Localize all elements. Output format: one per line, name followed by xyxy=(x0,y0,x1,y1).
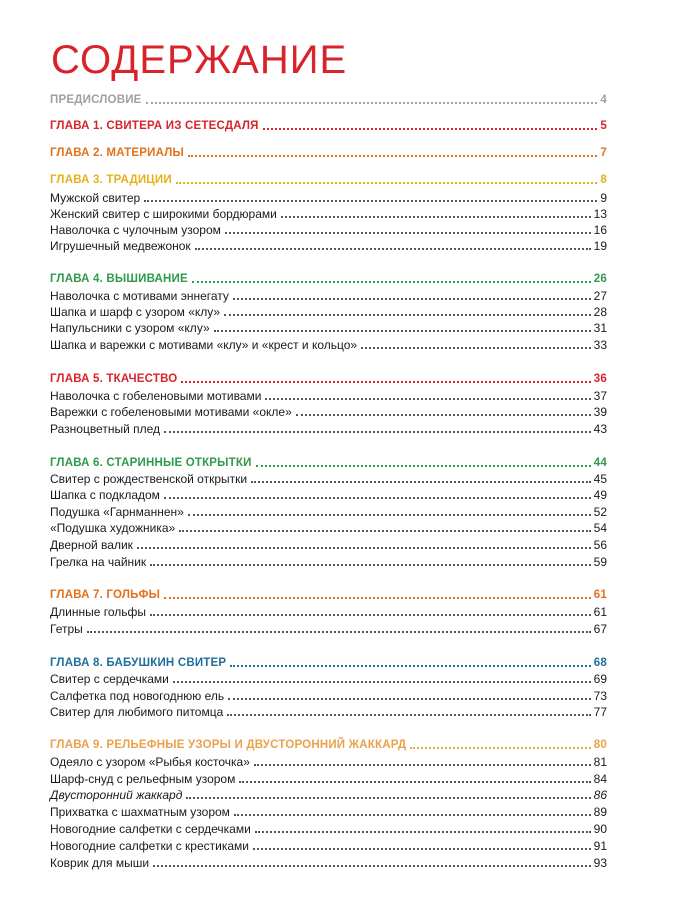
item-title: Наволочка с гобеленовыми мотивами xyxy=(50,389,262,403)
dot-leader xyxy=(281,216,591,218)
toc-item-row xyxy=(50,787,607,803)
toc-item-row xyxy=(50,671,607,687)
page-number: 5 xyxy=(600,120,607,132)
dot-leader xyxy=(87,631,591,633)
page-number: 54 xyxy=(593,521,607,535)
item-title: Мужской свитер xyxy=(50,191,141,205)
toc-item-row xyxy=(50,190,607,206)
toc-item-row xyxy=(50,471,607,487)
page-number: 61 xyxy=(593,605,607,619)
dot-leader xyxy=(150,614,591,616)
item-title: Свитер для любимого питомца xyxy=(50,705,224,719)
page-number: 26 xyxy=(593,273,607,285)
toc-item-row xyxy=(50,821,607,837)
page-number: 77 xyxy=(593,705,607,719)
dot-leader xyxy=(173,681,591,683)
page-number: 4 xyxy=(600,94,607,106)
item-title: Дверной валик xyxy=(50,538,133,552)
page-number: 13 xyxy=(593,207,607,221)
toc-item-row xyxy=(50,304,607,320)
toc-item-row xyxy=(50,554,607,570)
toc-item-row xyxy=(50,771,607,787)
item-title: Шарф-снуд с рельефным узором xyxy=(50,772,236,786)
dot-leader xyxy=(164,597,591,599)
toc-item-row xyxy=(50,855,607,871)
item-title: Коврик для мыши xyxy=(50,856,150,870)
toc-item-row xyxy=(50,704,607,720)
chapter-title: ГЛАВА 5. ТКАЧЕСТВО xyxy=(50,373,178,385)
dot-leader xyxy=(150,564,591,566)
page-number: 86 xyxy=(593,788,607,802)
dot-leader xyxy=(253,848,591,850)
item-title: Игрушечный медвежонок xyxy=(50,239,191,253)
dot-leader xyxy=(164,431,591,433)
dot-leader xyxy=(224,314,591,316)
dot-leader xyxy=(186,797,590,799)
page-number: 73 xyxy=(593,689,607,703)
chapter-title: ГЛАВА 1. СВИТЕРА ИЗ СЕТЕСДАЛЯ xyxy=(50,120,259,132)
dot-leader xyxy=(179,530,590,532)
item-title: Шапка с подкладом xyxy=(50,488,160,502)
dot-leader xyxy=(192,281,591,283)
dot-leader xyxy=(137,547,591,549)
toc-chapter-row xyxy=(50,655,607,671)
dot-leader xyxy=(188,155,597,157)
item-title: Шапка и шарф с узором «клу» xyxy=(50,305,221,319)
toc-item-row xyxy=(50,320,607,336)
toc-chapter-row xyxy=(50,455,607,471)
toc-item-row xyxy=(50,337,607,353)
item-title: Свитер с рождественской открытки xyxy=(50,472,248,486)
page-number: 9 xyxy=(600,191,607,205)
page-number: 33 xyxy=(593,338,607,352)
dot-leader xyxy=(263,128,598,130)
dot-leader xyxy=(227,714,590,716)
toc-chapter-row xyxy=(50,172,607,188)
page-number: 44 xyxy=(593,457,607,469)
dot-leader xyxy=(233,298,591,300)
item-title: Прихватка с шахматным узором xyxy=(50,805,230,819)
chapter-title: ГЛАВА 2. МАТЕРИАЛЫ xyxy=(50,147,184,159)
toc-item-row xyxy=(50,404,607,420)
page-number: 90 xyxy=(593,822,607,836)
dot-leader xyxy=(230,665,591,667)
toc-item-row xyxy=(50,288,607,304)
chapter-title: ГЛАВА 9. РЕЛЬЕФНЫЕ УЗОРЫ И ДВУСТОРОННИЙ ЖАККАРД xyxy=(50,739,407,751)
toc-chapter-row xyxy=(50,737,607,753)
dot-leader xyxy=(410,747,591,749)
dot-leader xyxy=(188,514,591,516)
toc-item-row xyxy=(50,206,607,222)
page-number: 8 xyxy=(600,174,607,186)
page-number: 45 xyxy=(593,472,607,486)
page-number: 7 xyxy=(600,147,607,159)
chapter-title: ГЛАВА 7. ГОЛЬФЫ xyxy=(50,589,161,601)
item-title: Двусторонний жаккард xyxy=(50,788,183,802)
item-title: Свитер с сердечками xyxy=(50,672,169,686)
dot-leader xyxy=(176,182,598,184)
toc-chapter-row xyxy=(50,145,607,161)
toc-chapter-row xyxy=(50,371,607,387)
page-number: 27 xyxy=(593,289,607,303)
item-title: Женский свитер с широкими бордюрами xyxy=(50,207,277,221)
dot-leader xyxy=(225,232,591,234)
item-title: «Подушка художника» xyxy=(50,521,176,535)
page-number: 93 xyxy=(593,856,607,870)
dot-leader xyxy=(296,414,591,416)
item-title: Варежки с гобеленовыми мотивами «окле» xyxy=(50,405,292,419)
page-number: 59 xyxy=(593,555,607,569)
page-number: 80 xyxy=(593,739,607,751)
page-number: 84 xyxy=(593,772,607,786)
toc-item-row xyxy=(50,421,607,437)
page-number: 91 xyxy=(593,839,607,853)
toc-item-row xyxy=(50,604,607,620)
item-title: Разноцветный плед xyxy=(50,422,161,436)
item-title: Грелка на чайник xyxy=(50,555,147,569)
toc-item-row xyxy=(50,238,607,254)
item-title: Наволочка с мотивами эннегату xyxy=(50,289,229,303)
dot-leader xyxy=(361,347,591,349)
item-title: Гетры xyxy=(50,622,83,636)
page-number: 37 xyxy=(593,389,607,403)
item-title: Новогодние салфетки с крестиками xyxy=(50,839,249,853)
dot-leader xyxy=(153,865,591,867)
dot-leader xyxy=(254,764,591,766)
page-number: 36 xyxy=(593,373,607,385)
toc-item-row xyxy=(50,804,607,820)
toc-item-row xyxy=(50,537,607,553)
dot-leader xyxy=(265,398,590,400)
toc-item-row xyxy=(50,688,607,704)
item-title: Одеяло с узором «Рыбья косточка» xyxy=(50,755,250,769)
item-title: Наволочка с чулочным узором xyxy=(50,223,221,237)
item-title: Салфетка под новогоднюю ель xyxy=(50,689,225,703)
dot-leader xyxy=(164,497,591,499)
dot-leader xyxy=(251,481,591,483)
dot-leader xyxy=(214,330,591,332)
toc-item-row xyxy=(50,754,607,770)
page-number: 43 xyxy=(593,422,607,436)
dot-leader xyxy=(146,102,598,104)
toc-item-row xyxy=(50,388,607,404)
dot-leader xyxy=(239,781,590,783)
page-number: 49 xyxy=(593,488,607,502)
toc-item-row xyxy=(50,222,607,238)
item-title: Подушка «Гарнманнен» xyxy=(50,505,184,519)
page-number: 89 xyxy=(593,805,607,819)
chapter-title: ГЛАВА 3. ТРАДИЦИИ xyxy=(50,174,172,186)
page-number: 28 xyxy=(593,305,607,319)
toc-chapter-row xyxy=(50,118,607,134)
chapter-title: ГЛАВА 6. СТАРИННЫЕ ОТКРЫТКИ xyxy=(50,457,252,469)
page-number: 52 xyxy=(593,505,607,519)
page-number: 61 xyxy=(593,589,607,601)
dot-leader xyxy=(195,248,591,250)
page-number: 39 xyxy=(593,405,607,419)
chapter-title: ГЛАВА 8. БАБУШКИН СВИТЕР xyxy=(50,657,227,669)
item-title: Напульсники с узором «клу» xyxy=(50,321,210,335)
toc-item-row xyxy=(50,838,607,854)
page-title: СОДЕРЖАНИЕ xyxy=(51,38,348,82)
item-title: Длинные гольфы xyxy=(50,605,146,619)
page-number: 16 xyxy=(593,223,607,237)
page-number: 31 xyxy=(593,321,607,335)
page-number: 67 xyxy=(593,622,607,636)
dot-leader xyxy=(256,465,591,467)
item-title: Шапка и варежки с мотивами «клу» и «крест и кольцо» xyxy=(50,338,358,352)
dot-leader xyxy=(144,200,597,202)
dot-leader xyxy=(255,831,591,833)
page-number: 68 xyxy=(593,657,607,669)
toc-chapter-row xyxy=(50,92,607,108)
toc-item-row xyxy=(50,520,607,536)
page-number: 19 xyxy=(593,239,607,253)
item-title: Новогодние салфетки с сердечками xyxy=(50,822,251,836)
dot-leader xyxy=(228,698,591,700)
chapter-title: ПРЕДИСЛОВИЕ xyxy=(50,94,142,106)
toc-item-row xyxy=(50,487,607,503)
dot-leader xyxy=(234,814,591,816)
toc-item-row xyxy=(50,621,607,637)
page-number: 81 xyxy=(593,755,607,769)
page-number: 56 xyxy=(593,538,607,552)
toc-chapter-row xyxy=(50,587,607,603)
toc-chapter-row xyxy=(50,271,607,287)
page-number: 69 xyxy=(593,672,607,686)
toc-item-row xyxy=(50,504,607,520)
dot-leader xyxy=(181,381,590,383)
chapter-title: ГЛАВА 4. ВЫШИВАНИЕ xyxy=(50,273,188,285)
